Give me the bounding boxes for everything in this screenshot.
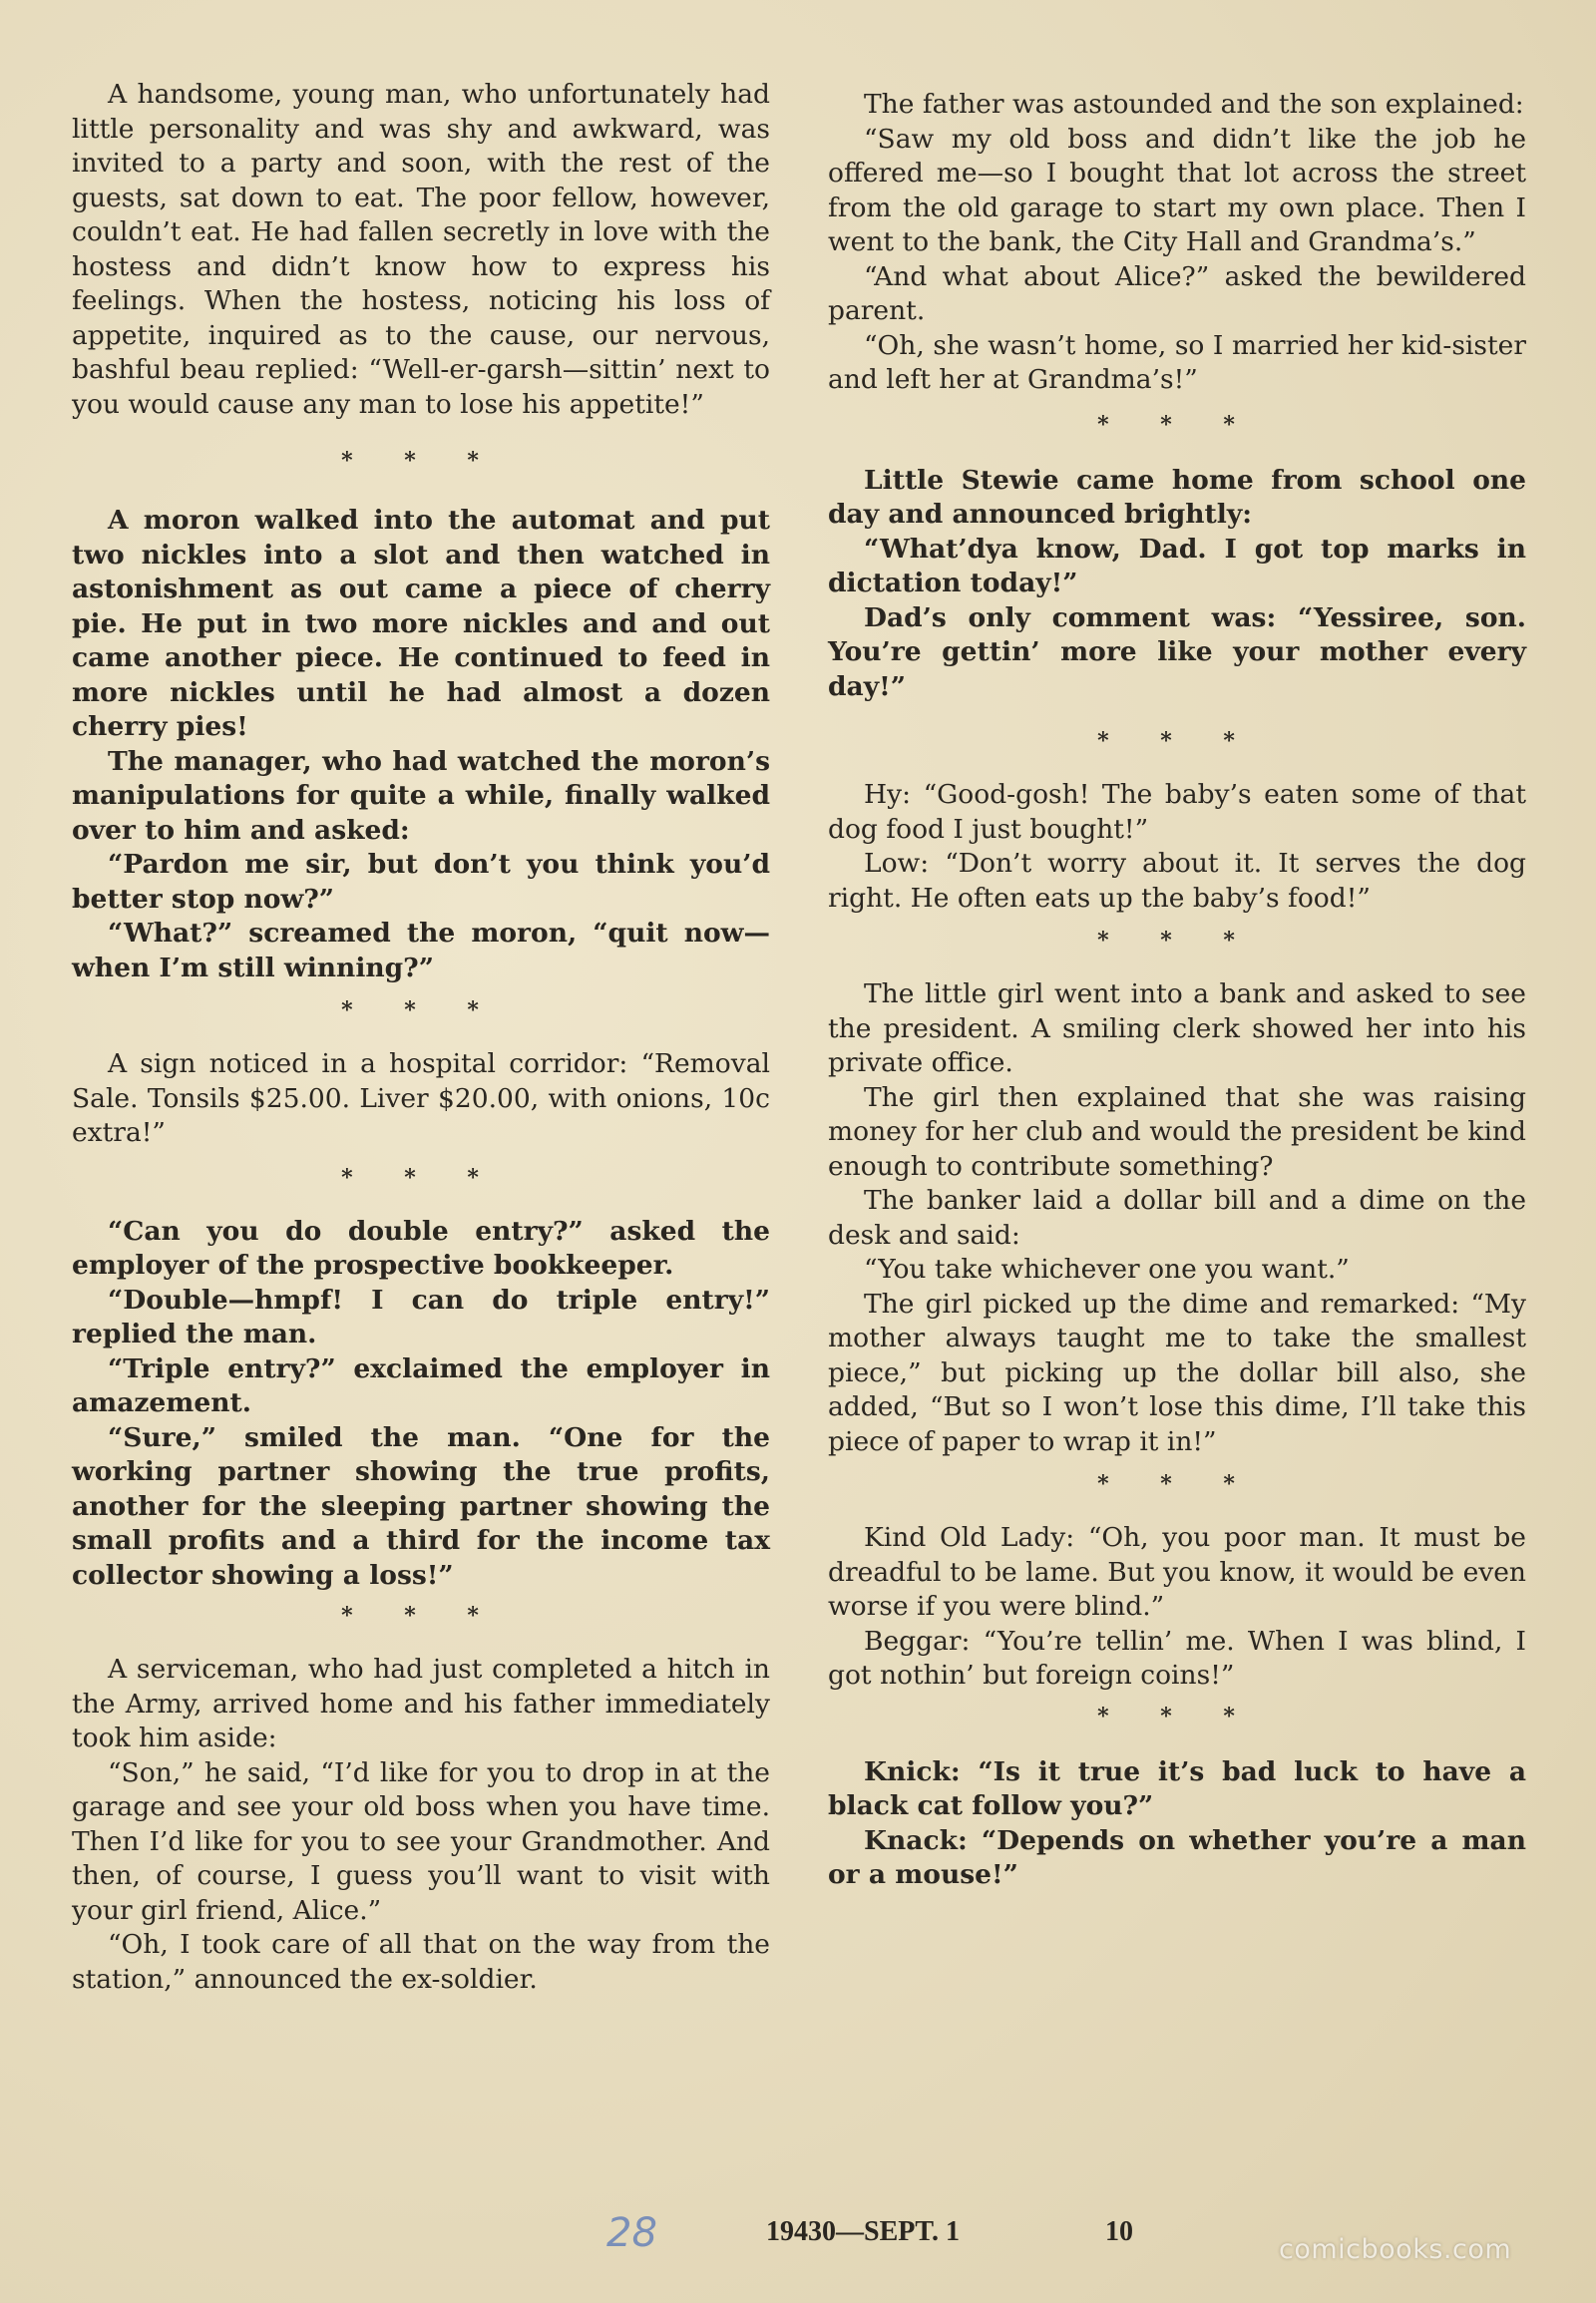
joke-little-girl-bank [828,977,1526,1459]
joke-hospital-sign [72,1047,770,1151]
paragraph: The banker laid a dollar bill and a dime on the desk and said: [828,1185,1526,1251]
paragraph: “Triple entry?” exclaimed the employer in amazement. [72,1352,770,1418]
joke-separator: * * * [1097,1471,1257,1497]
paragraph: “Saw my old boss and didn’t like the job he offered me—so I bought that lot across the street from the old garage to start my own place. Then I went to the bank, the City Hall and Grandma’s.” [828,123,1526,257]
paragraph: The girl picked up the dime and remarked: “My mother always taught me to take the smallest piece,” but picking up the dollar bill also, she added, “But so I won’t lose this dime, I’ll take this piece of paper to wrap it in!” [828,1288,1526,1457]
paragraph: “And what about Alice?” asked the bewildered parent. [828,260,1526,326]
joke-shy-young-man [72,78,770,422]
paragraph: A serviceman, who had just completed a hitch in the Army, arrived home and his father immediately took him aside: [72,1654,770,1753]
paragraph: Dad’s only comment was: “Yessiree, son. You’re gettin’ more like your mother every day!” [828,601,1526,702]
paragraph: “What?” screamed the moron, “quit now—when I’m still winning?” [72,918,770,983]
paragraph: The girl then explained that she was raising money for her club and would the president be kind enough to contribute something? [828,1081,1526,1182]
joke-separator: * * * [341,448,501,474]
page-number: 10 [1105,2216,1133,2247]
paragraph: Beggar: “You’re tellin’ me. When I was blind, I got nothin’ but foreign coins!” [828,1625,1526,1691]
joke-moron-automat [72,504,770,985]
paragraph: A handsome, young man, who unfortunately had little personality and was shy and awkward, was invited to a party and soon, with the rest of the guests, sat down to eat. The poor fellow, however, couldn’t eat. He had fallen secretly in love with the hostess and didn’t know how to express his feelings. When the hostess, noticing his loss of appetite, inquired as to the cause, our nervous, bashful beau replied: “Well-er-garsh—sittin’ next to you would cause any man to lose his appetite!” [72,79,770,420]
paragraph: “Sure,” smiled the man. “One for the working partner showing the true profits, another for the sleeping partner showing the small profits and a third for the income tax collector showing a loss!” [72,1421,770,1591]
paragraph: The little girl went into a bank and asked to see the president. A smiling clerk showed her into his private office. [828,978,1526,1078]
joke-separator: * * * [1097,411,1257,438]
paragraph: The manager, who had watched the moron’s manipulations for quite a while, finally walked over to him and asked: [72,745,770,846]
paragraph: Kind Old Lady: “Oh, you poor man. It must be dreadful to be lame. But you know, it would be even worse if you were blind.” [828,1522,1526,1622]
paragraph: Little Stewie came home from school one day and announced brightly: [828,464,1526,530]
joke-double-entry [72,1215,770,1594]
left-column [72,78,770,1997]
joke-knick-knack [828,1755,1526,1893]
paragraph: “Can you do double entry?” asked the employer of the prospective bookkeeper. [72,1215,770,1281]
joke-separator: * * * [1097,1703,1257,1729]
paragraph: Hy: “Good-gosh! The baby’s eaten some of that dog food I just bought!” [828,779,1526,845]
paragraph: “You take whichever one you want.” [864,1254,1350,1285]
joke-separator: * * * [1097,728,1257,754]
paragraph: Low: “Don’t worry about it. It serves the dog right. He often eats up the baby’s food!” [828,848,1526,914]
paragraph: “Son,” he said, “I’d like for you to drop in at the garage and see your old boss when you have time. Then I’d like for you to see your Grandmother. And then, of course, I guess you’ll want to visit with your girl friend, Alice.” [72,1756,770,1926]
paragraph: Knack: “Depends on whether you’re a man or a mouse!” [828,1824,1526,1890]
joke-little-stewie [828,464,1526,705]
joke-separator: * * * [341,1603,501,1629]
handwritten-number: 28 [606,2210,657,2256]
joke-separator: * * * [1097,928,1257,954]
print-code: 19430—SEPT. 1 [766,2216,960,2247]
paragraph: Knick: “Is it true it’s bad luck to have a black cat follow you?” [828,1755,1526,1821]
paragraph: “What’dya know, Dad. I got top marks in dictation today!” [828,533,1526,598]
joke-hy-low [828,778,1526,916]
right-column [828,88,1526,1893]
paragraph: The father was astounded and the son explained: [864,89,1524,120]
paragraph: A moron walked into the automat and put two nickles into a slot and then watched in astonishment as out came a piece of cherry pie. He put in two more nickles and and out came another piece. He continued to feed in more nickles until he had almost a dozen cherry pies! [72,505,770,742]
joke-serviceman [72,1653,770,1997]
paragraph: “Double—hmpf! I can do triple entry!” replied the man. [72,1284,770,1349]
joke-separator: * * * [341,997,501,1023]
watermark: comicbooks.com [1279,2234,1512,2265]
joke-kind-old-lady [828,1521,1526,1694]
paragraph: “Oh, she wasn’t home, so I married her kid-sister and left her at Grandma’s!” [828,329,1526,395]
paragraph: “Oh, I took care of all that on the way from the station,” announced the ex-soldier. [72,1929,770,1995]
joke-separator: * * * [341,1164,501,1191]
joke-serviceman-continued [828,88,1526,398]
paragraph: A sign noticed in a hospital corridor: “Removal Sale. Tonsils $25.00. Liver $20.00, with onions, 10c extra!” [72,1048,770,1148]
paragraph: “Pardon me sir, but don’t you think you’d better stop now?” [72,849,770,915]
